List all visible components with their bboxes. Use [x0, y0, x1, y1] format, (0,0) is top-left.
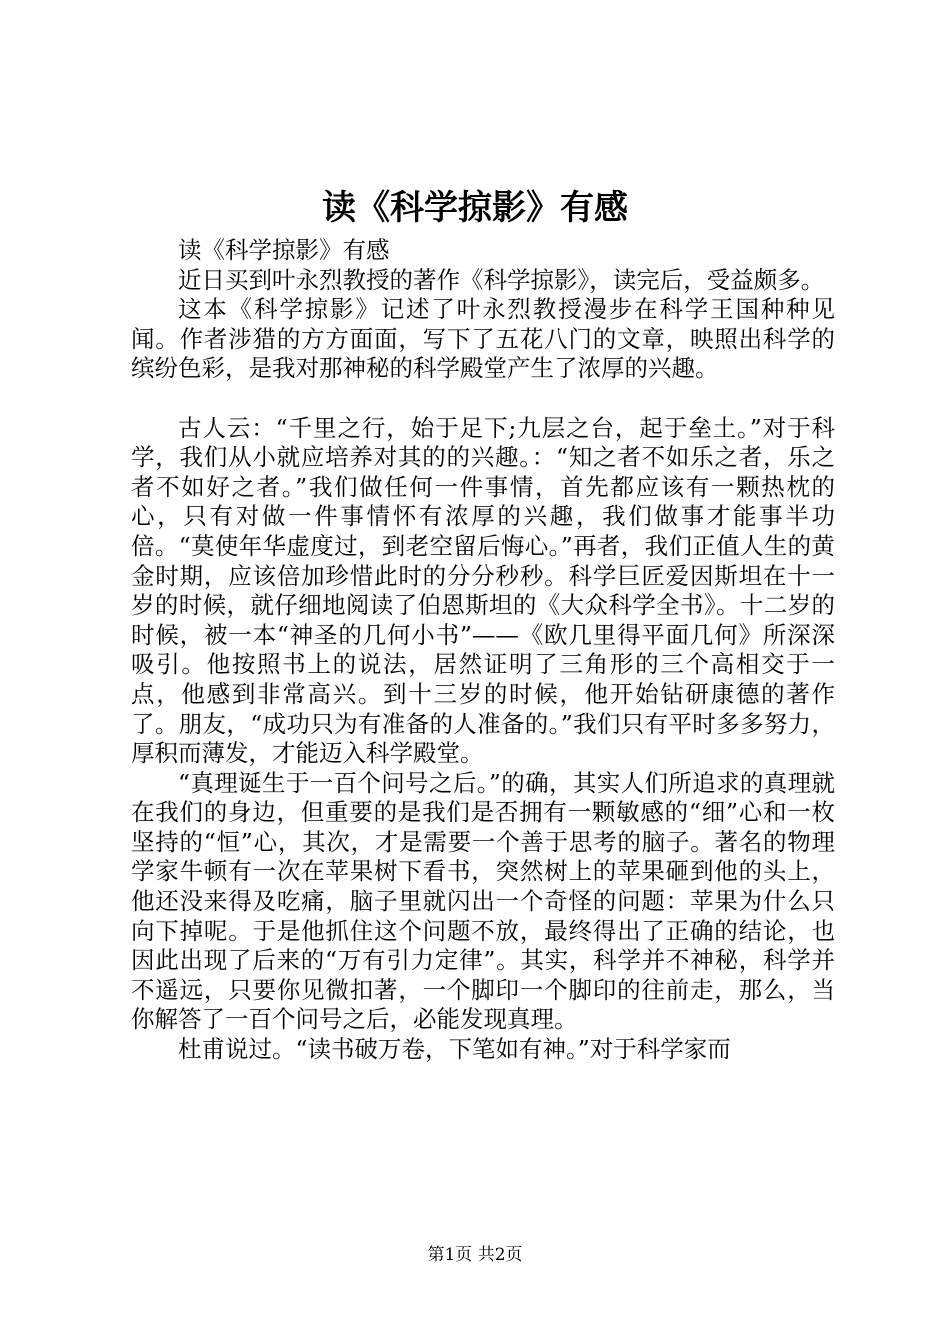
document-body: [131, 236, 835, 1065]
paragraph-reading: 杜甫说过。“读书破万卷，下笔如有神。”对于科学家而: [178, 1035, 731, 1064]
paragraph-interest: 古人云：“千里之行，始于足下;九层之台，起于垒土。”对于科学，我们从小就应培养对其的的兴趣。：“知之者不如乐之者，乐之者不如好之者。”我们做任何一件事情，首先都应该有一颗热枕的心，只有对做一件事情怀有浓厚的兴趣，我们做事才能事半功倍。“莫使年华虚度过，到老空留后悔心。”再者，我们正值人生的黄金时期，应该倍加珍惜此时的分分秒秒。科学巨匠爱因斯坦在十一岁的时候，就仔细地阅读了伯恩斯坦的《大众科学全书》。十二岁的时候，被一本“神圣的几何小书”——《欧几里得平面几何》所深深吸引。他按照书上的说法，居然证明了三角形的三个高相交于一点，他感到非常高兴。到十三岁的时候，他开始钻研康德的著作了。朋友，“成功只为有准备的人准备的。”我们只有平时多多努力，厚积而薄发，才能迈入科学殿堂。: [131, 413, 835, 768]
paragraph-book-summary: 这本《科学掠影》记述了叶永烈教授漫步在科学王国种种见闻。作者涉猎的方方面面，写下了五花八门的文章，映照出科学的缤纷色彩，是我对那神秘的科学殿堂产生了浓厚的兴趣。: [131, 295, 835, 383]
paragraph-intro: 近日买到叶永烈教授的著作《科学掠影》，读完后，受益颇多。: [178, 265, 825, 294]
document-title: 读《科学掠影》有感: [322, 188, 628, 228]
paragraph-heading-repeat: 读《科学掠影》有感: [178, 236, 390, 264]
page-footer: 第1页 共2页: [427, 1245, 523, 1265]
paragraph-truth: “真理诞生于一百个问号之后。”的确，其实人们所追求的真理就在我们的身边，但重要的是我们是否拥有一颗敏感的“细”心和一枚坚持的“恒”心，其次，才是需要一个善于思考的脑子。著名的物理学家牛顿有一次在苹果树下看书，突然树上的苹果砸到他的头上，他还没来得及吃痛，脑子里就闪出一个奇怪的问题：苹果为什么只向下掉呢。于是他抓住这个问题不放，最终得出了正确的结论，也因此出现了后来的“万有引力定律”。其实，科学并不神秘，科学并不遥远，只要你见微扣著，一个脚印一个脚印的往前走，那么，当你解答了一百个问号之后，必能发现真理。: [131, 768, 835, 1034]
